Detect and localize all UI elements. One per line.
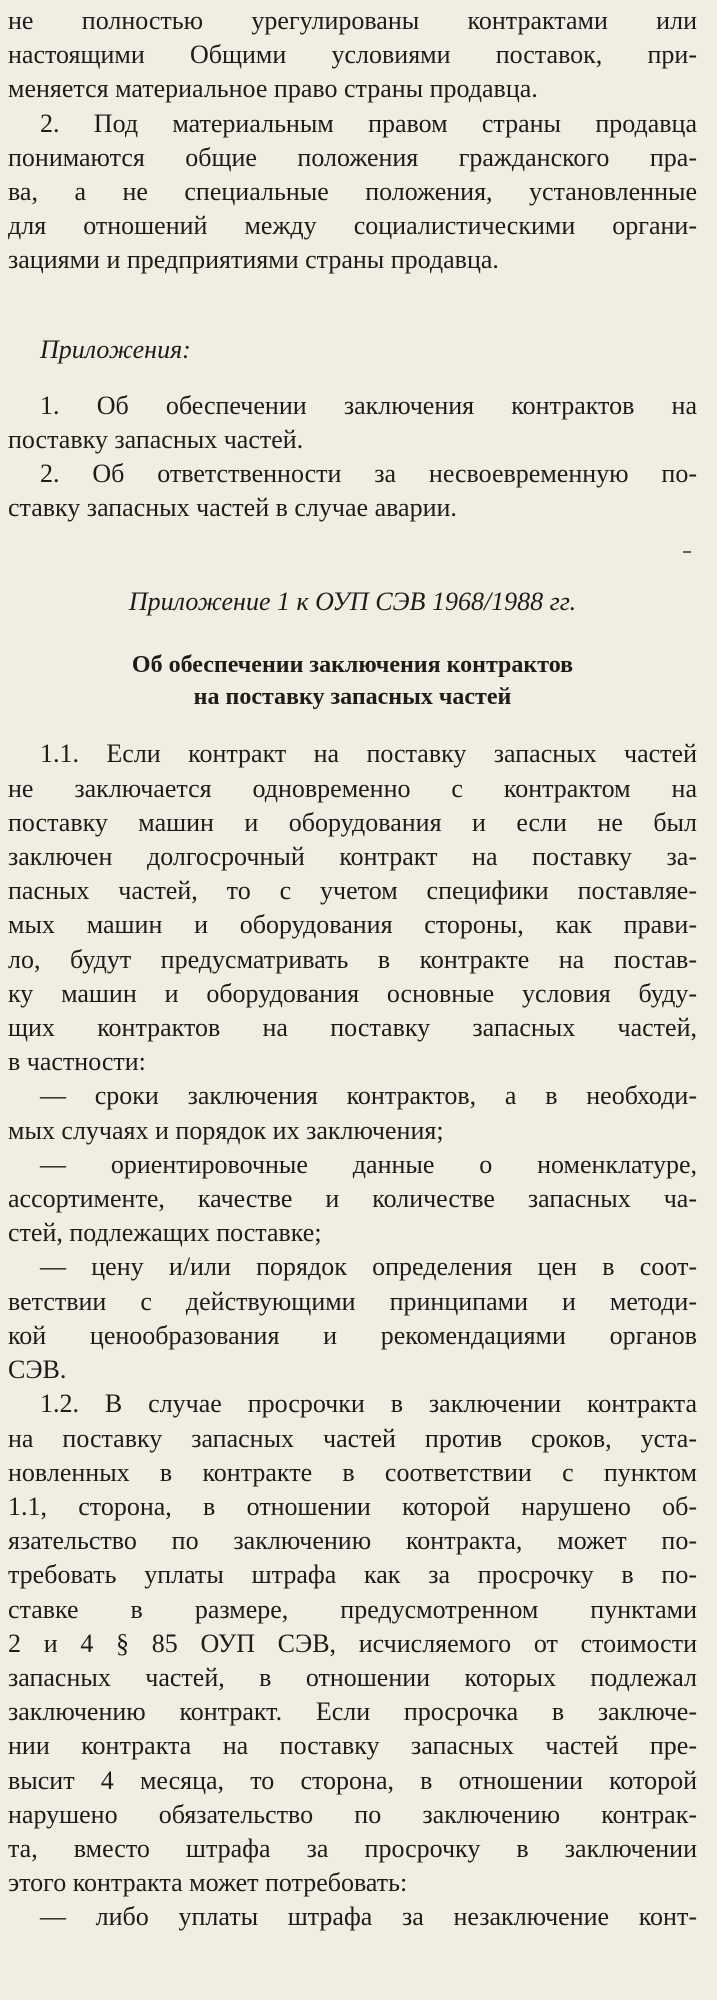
text-line: в частности: <box>8 1047 146 1077</box>
text-line: ку машин и оборудования основные условия буду- <box>8 978 697 1008</box>
text-line: мых случаях и порядок их заключения; <box>8 1115 444 1145</box>
text-line: на поставку запасных частей против сроков, уста- <box>8 1423 697 1453</box>
text-line: 2 и 4 § 85 ОУП СЭВ, исчисляемого от стоимости <box>8 1628 697 1658</box>
text-line: высит 4 месяца, то сторона, в отношении которой <box>8 1765 697 1795</box>
text-line: новленных в контракте в соответствии с пунктом <box>8 1457 697 1487</box>
annex-title-line: на поставку запасных частей <box>193 684 512 711</box>
margin-mark <box>683 551 691 553</box>
text-line: понимаются общие положения гражданского пра- <box>8 142 697 172</box>
text-line: меняется материальное право страны продавца. <box>8 74 538 104</box>
text-line: 1. Об обеспечении заключения контрактов на <box>40 390 697 420</box>
text-line: пасных частей, то с учетом специфики поставляе- <box>8 876 697 906</box>
text-line: запасных частей, в отношении которых подлежал <box>8 1662 697 1692</box>
text-line: ставку запасных частей в случае аварии. <box>8 493 457 523</box>
text-line: 2. Об ответственности за несвоевременную по- <box>40 459 697 489</box>
text-line: 1.1, сторона, в отношении которой нарушено об- <box>8 1491 697 1521</box>
text-line: 1.2. В случае просрочки в заключении контракта <box>40 1389 697 1419</box>
text-line: настоящими Общими условиями поставок, при- <box>8 40 697 70</box>
text-line: СЭВ. <box>8 1355 67 1385</box>
text-line: — либо уплаты штрафа за незаключение конт- <box>40 1902 697 1932</box>
text-line: этого контракта может потребовать: <box>8 1868 408 1898</box>
appendix-item-1 <box>8 389 697 457</box>
text-line: ассортименте, качестве и количестве запасных ча- <box>8 1184 697 1214</box>
text-line: язательство по заключению контракта, может по- <box>8 1526 697 1556</box>
text-line: 2. Под материальным правом страны продавца <box>40 108 697 138</box>
paragraph-continuation <box>8 0 697 107</box>
text-line: для отношений между социалистическими органи- <box>8 211 697 241</box>
text-line: — ориентировочные данные о номенклатуре, <box>40 1149 697 1179</box>
text-line: зациями и предприятиями страны продавца. <box>8 245 499 275</box>
text-line: кой ценообразования и рекомендациями органов <box>8 1320 697 1350</box>
text-line: — сроки заключения контрактов, а в необходи- <box>40 1081 697 1111</box>
text-line: поставку запасных частей. <box>8 424 304 454</box>
dash-item-4 <box>8 1900 697 1934</box>
appendices-heading: Приложения: <box>40 334 191 364</box>
text-line: стей, подлежащих поставке; <box>8 1218 322 1248</box>
annex-title-line: Об обеспечении заключения контрактов <box>131 652 574 679</box>
dash-item-2 <box>8 1148 697 1251</box>
text-line: щих контрактов на поставку запасных частей, <box>8 1013 697 1043</box>
paragraph-1-2 <box>8 1387 697 1900</box>
annex-title <box>8 649 697 713</box>
text-line: ветствии с действующими принципами и методи- <box>8 1286 697 1316</box>
text-line: мых машин и оборудования стороны, как прави- <box>8 910 697 940</box>
text-line: — цену и/или порядок определения цен в соот- <box>40 1252 697 1282</box>
paragraph-2 <box>8 107 697 278</box>
dash-item-3 <box>8 1250 697 1387</box>
dash-item-1 <box>8 1079 697 1147</box>
text-line: ставке в размере, предусмотренном пунктами <box>8 1594 697 1624</box>
text-line: нарушено обязательство по заключению контрак- <box>8 1799 697 1829</box>
appendix-item-2 <box>8 457 697 525</box>
annex-heading: Приложение 1 к ОУП СЭВ 1968/1988 гг. <box>128 587 577 617</box>
paragraph-1-1 <box>8 737 697 1079</box>
text-line: требовать уплаты штрафа как за просрочку в по- <box>8 1560 697 1590</box>
text-line: поставку машин и оборудования и если не был <box>8 807 697 837</box>
text-line: нии контракта на поставку запасных частей пре- <box>8 1731 697 1761</box>
text-line: ло, будут предусматривать в контракте на постав- <box>8 944 697 974</box>
text-line: заключению контракт. Если просрочка в заключе- <box>8 1697 697 1727</box>
text-line: не полностью урегулированы контрактами или <box>8 6 697 35</box>
text-line: не заключается одновременно с контрактом на <box>8 773 697 803</box>
text-line: ва, а не специальные положения, установленные <box>8 177 697 207</box>
text-line: та, вместо штрафа за просрочку в заключении <box>8 1833 697 1863</box>
text-line: заключен долгосрочный контракт на поставку за- <box>8 842 697 872</box>
text-line: 1.1. Если контракт на поставку запасных частей <box>40 739 697 769</box>
